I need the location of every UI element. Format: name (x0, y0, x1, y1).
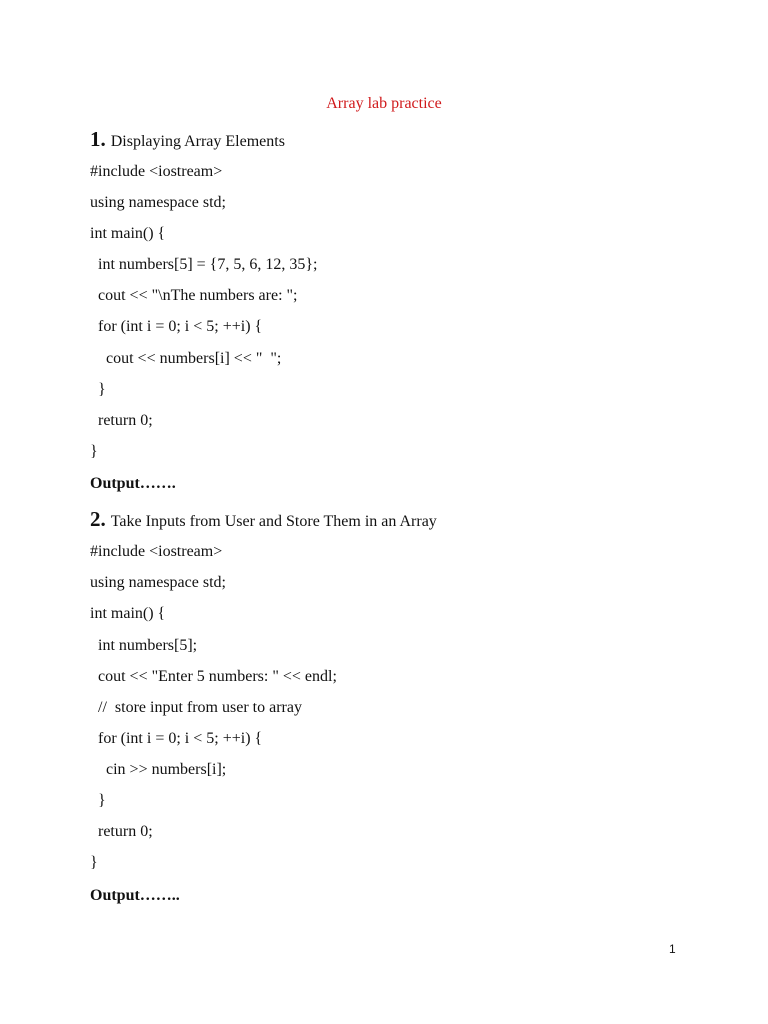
code-line: cout << numbers[i] << " "; (90, 350, 282, 367)
code-line: using namespace std; (90, 194, 226, 211)
code-line: for (int i = 0; i < 5; ++i) { (90, 318, 263, 335)
document-title: Array lab practice (326, 95, 442, 112)
code-line: return 0; (90, 412, 153, 429)
code-line: #include <iostream> (90, 163, 223, 180)
section-1-title: Displaying Array Elements (110, 133, 285, 150)
page-number: 1 (669, 942, 676, 956)
code-line: } (90, 854, 98, 871)
code-line: int main() { (90, 225, 166, 242)
code-line: using namespace std; (90, 574, 226, 591)
section-2-title: Take Inputs from User and Store Them in an Array (110, 513, 437, 530)
code-line: #include <iostream> (90, 543, 223, 560)
code-line: } (90, 381, 106, 398)
code-line: int numbers[5] = {7, 5, 6, 12, 35}; (90, 256, 318, 273)
code-line: cout << "\nThe numbers are: "; (90, 287, 298, 304)
code-line: for (int i = 0; i < 5; ++i) { (90, 730, 263, 747)
code-line: return 0; (90, 823, 153, 840)
section-2-number: 2. (90, 507, 106, 531)
code-line: cout << "Enter 5 numbers: " << endl; (90, 668, 337, 685)
code-line: cin >> numbers[i]; (90, 761, 227, 778)
code-line: } (90, 792, 106, 809)
section-1-output-label: Output……. (90, 475, 176, 492)
section-2-output-label: Output…….. (90, 887, 180, 904)
code-line: int main() { (90, 605, 166, 622)
code-line: // store input from user to array (90, 699, 302, 716)
section-2-heading (90, 508, 437, 533)
code-line: int numbers[5]; (90, 637, 198, 654)
section-1-heading (90, 128, 285, 153)
code-line: } (90, 443, 98, 460)
section-1-number: 1. (90, 127, 106, 151)
